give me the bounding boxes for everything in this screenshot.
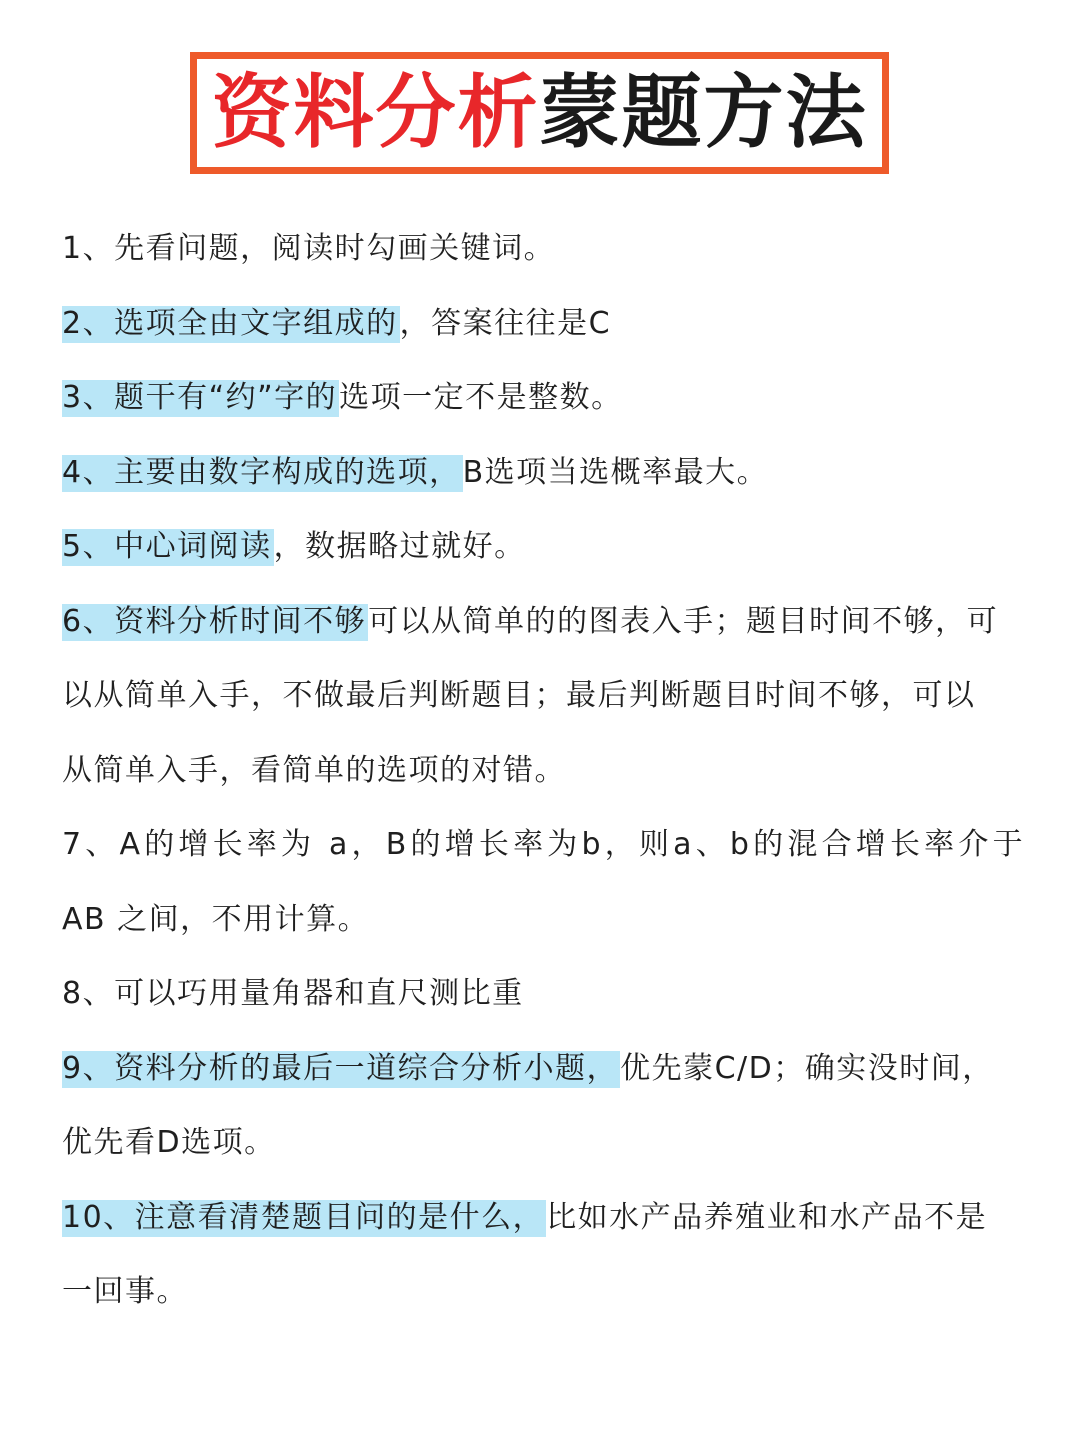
tip-line-10 bbox=[62, 1181, 1022, 1256]
tip-text: 优先蒙C/D；确实没时间， bbox=[620, 1050, 994, 1086]
tip-line-6-cont bbox=[62, 659, 1022, 734]
tip-text: 比如水产品养殖业和水产品不是 bbox=[546, 1199, 988, 1235]
tip-line-10-cont bbox=[62, 1255, 1022, 1330]
tip-line-1 bbox=[62, 212, 1022, 287]
tip-line-7-cont bbox=[62, 883, 1022, 958]
title-red-part: 资料分析 bbox=[211, 66, 540, 159]
title-box bbox=[190, 52, 889, 174]
tip-line-2 bbox=[62, 287, 1022, 362]
tip-line-8 bbox=[62, 957, 1022, 1032]
tip-line-9 bbox=[62, 1032, 1022, 1107]
tip-text: 优先看D选项。 bbox=[62, 1125, 276, 1160]
tip-line-4 bbox=[62, 436, 1022, 511]
tip-text: 一回事。 bbox=[62, 1274, 188, 1309]
tip-text: B选项当选概率最大。 bbox=[462, 454, 769, 490]
tip-line-7 bbox=[62, 808, 1027, 883]
tip-highlight: 4、主要由数字构成的选项， bbox=[62, 454, 461, 490]
tip-text: 可以从简单的的图表入手；题目时间不够，可 bbox=[368, 603, 999, 639]
title-dark-part: 蒙题方法 bbox=[539, 66, 868, 159]
tip-text: 从简单入手，看简单的选项的对错。 bbox=[62, 752, 566, 788]
tip-highlight: 3、题干有“约”字的 bbox=[62, 380, 338, 415]
tip-text: 选项一定不是整数。 bbox=[339, 380, 623, 415]
tip-text: ，答案往往是C bbox=[399, 305, 612, 341]
tip-line-6-cont-2 bbox=[62, 734, 1022, 809]
tip-line-9-cont bbox=[62, 1106, 1022, 1181]
tip-highlight: 2、选项全由文字组成的 bbox=[62, 305, 398, 341]
tip-highlight: 10、注意看清楚题目问的是什么， bbox=[62, 1199, 545, 1235]
tip-highlight: 6、资料分析时间不够 bbox=[62, 603, 367, 639]
tip-text: 8、可以巧用量角器和直尺测比重 bbox=[62, 976, 524, 1011]
tip-text: 1、先看问题，阅读时勾画关键词。 bbox=[62, 231, 556, 266]
tip-highlight: 9、资料分析的最后一道综合分析小题， bbox=[62, 1050, 619, 1086]
tip-highlight: 5、中心词阅读 bbox=[62, 529, 272, 564]
tip-text: 7、A的增长率为 a，B的增长率为b，则a、b的混合增长率介于 bbox=[62, 827, 1027, 862]
tips-list bbox=[62, 212, 1027, 1330]
tip-line-3 bbox=[62, 361, 1022, 436]
tip-text: AB 之间，不用计算。 bbox=[62, 901, 370, 937]
tip-text: 以从简单入手，不做最后判断题目；最后判断题目时间不够，可以 bbox=[62, 678, 976, 713]
tip-text: ，数据略过就好。 bbox=[273, 529, 526, 564]
tip-line-6 bbox=[62, 585, 1022, 660]
tip-line-5 bbox=[62, 510, 1022, 585]
page-title bbox=[211, 66, 868, 159]
